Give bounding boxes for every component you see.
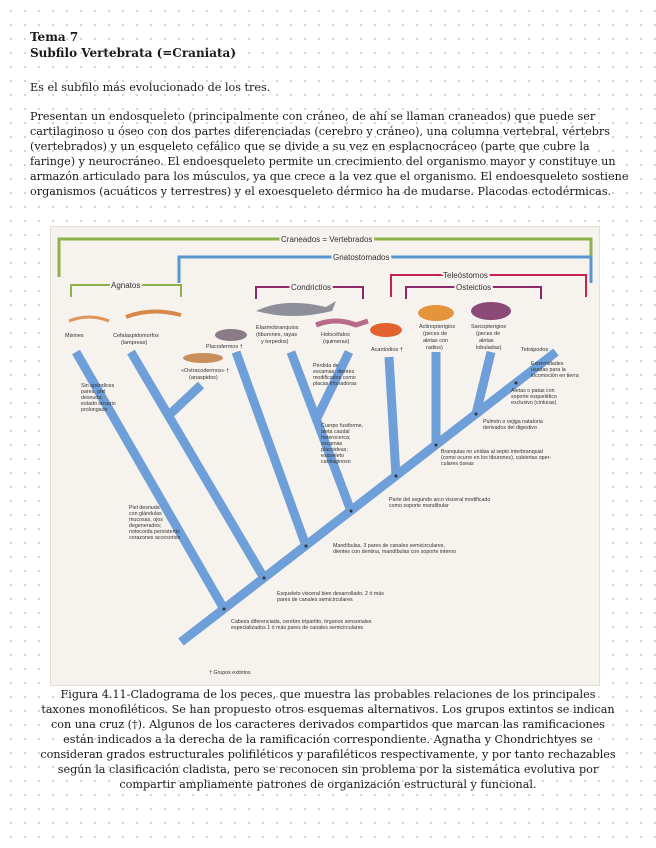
char-segundo-arco: Parte del segundo arco visceral modificado	[389, 497, 491, 503]
taxon-holocefalos: Holocéfalos	[321, 332, 350, 338]
label-agnatos: Agnatos	[111, 281, 141, 290]
char-branquias-2: (como ocurre en los tiburones), cubiertas oper-	[441, 455, 552, 461]
char-pulmon-2: derivados del digestivo	[483, 425, 537, 431]
sarcopterygian-icon	[471, 302, 511, 320]
label-condrictios: Condrictios	[291, 283, 332, 292]
cladogram-figure	[50, 226, 600, 686]
taxon-holocefalos-note: (quimeras)	[323, 339, 350, 345]
chimaera-icon	[316, 321, 368, 325]
char-aletas-patas-3: exclusivo (cinturas)	[511, 400, 557, 406]
char-sin-apendices-5: prolongado	[81, 407, 108, 413]
description-paragraph: Presentan un endosqueleto (principalmente con cráneo, de ahí se llaman craneados) que puede ser cartilaginoso u óseo con dos partes diferenciadas (cerebro y cráneo), una columna vertebral, vértebrs (vertebrados) y un esqueleto cefálico que se divide a su vez en esplacnocráceo (parte que cubre la faringe) y neurocráneo. El endoesqueleto permite un crecimiento del organismo mayor y constituye un armazón articulado para los músculos, ya que crece a la vez que el organismo. El endoesqueleto sostiene organismos (acuáticos y terrestres) y el exoesqueleto dérmico ha de mudarse. Placodas ectodérmicas.	[30, 110, 629, 198]
branch-ostracodermos	[169, 385, 201, 415]
taxon-sarcopterigios-note1: (peces de	[476, 331, 501, 337]
branch-acantodios	[389, 357, 396, 476]
shark-icon	[256, 301, 336, 316]
char-perdida-escamas-3: modificados como	[313, 375, 356, 381]
char-pulmon: Pulmón o vejiga natatoria	[483, 419, 543, 425]
char-sin-apendices-4: estado larvario	[81, 401, 116, 407]
taxon-tetrapodos: Tetrápodos	[521, 347, 549, 353]
char-cabeza: Cabeza diferenciada, cerebro tripartito, órganos sensoriales	[231, 619, 372, 625]
lamprey-icon	[126, 311, 181, 317]
char-piel-desnuda-4: degenerados;	[129, 523, 162, 529]
char-cuerpo-fusiforme-3: heterocerca;	[321, 435, 351, 441]
taxon-elasmobranquios-note1: (tiburones, rayas	[256, 332, 297, 338]
char-cuerpo-fusiforme-6: esqueleto	[321, 453, 344, 459]
taxon-acantodios: Acantodios †	[371, 347, 403, 353]
char-sin-apendices-3: desnuda;	[81, 395, 103, 401]
label-osteictios: Osteictios	[456, 283, 492, 292]
taxon-sarcopterigios-note3: lobuladas)	[476, 345, 502, 351]
taxon-cefalaspidomorfos-note: (lampreas)	[121, 340, 148, 346]
actinopterygian-icon	[418, 305, 454, 321]
char-piel-desnuda: Piel desnuda	[129, 505, 160, 511]
figure-caption: Figura 4.11-Cladograma de los peces, que muestra las probables relaciones de los principales taxones monofiléticos. Se han propuesto otros esquemas alternativos. Los grupos extintos se indican con una cruz (†). Algunos de los caracteres derivados compartidos que marcan las ramificaciones están indicados a la derecha de la ramificación correspondiente. Agnatha y Chondrichtyes se consideran grados estructurales polifiléticos y parafiléticos respectivamente, y por tanto rechazables según la clasificación cladista, pero se reconocen sin problema por la sistemática evolutiva por compartir ampliamente patrones de organización estructural y funcional.	[40, 688, 616, 791]
char-extremidades: Extremidades	[531, 361, 564, 367]
taxon-actinopterigios-note2: aletas con	[423, 338, 449, 344]
taxon-cefalaspidomorfos: Cefalaspidomorfos	[113, 333, 159, 339]
char-segundo-arco-2: como soporte mandibular	[389, 503, 449, 509]
char-sin-apendices: Sin apéndices	[81, 383, 115, 389]
label-gnatostomados: Gnatostomados	[333, 253, 390, 262]
char-branquias: Branquias no unidas al septo interbranquial	[441, 449, 543, 455]
taxon-sarcopterigios: Sarcopterigios	[471, 324, 507, 330]
taxon-actinopterigios-note3: radios)	[426, 345, 443, 351]
label-craneados: Craneados = Vertebrados	[281, 235, 373, 244]
char-cuerpo-fusiforme-7: cartilaginoso	[321, 459, 351, 465]
taxon-ostracodermos: «Ostracodermos» †	[181, 368, 230, 374]
char-esqueleto-visceral: Esqueleto visceral bien desarrollado, 2 ó más	[277, 591, 384, 597]
char-aletas-patas: Aletas o patas con	[511, 388, 555, 394]
char-perdida-escamas-4: placas trituradoras	[313, 381, 357, 387]
char-sin-apendices-2: pares, piel	[81, 389, 106, 395]
char-cuerpo-fusiforme: Cuerpo fusiforme,	[321, 423, 364, 429]
acanthodian-icon	[370, 323, 402, 337]
char-branquias-3: culares óseas	[441, 461, 474, 467]
char-perdida-escamas: Pérdida de	[313, 363, 339, 369]
taxon-sarcopterigios-note2: aletas	[479, 338, 494, 344]
char-piel-desnuda-5: notocorda persistente	[129, 529, 180, 535]
char-esqueleto-visceral-2: pares de canales semicirculares	[277, 597, 353, 603]
char-cuerpo-fusiforme-2: aleta caudal	[321, 429, 350, 435]
intro-paragraph: Es el subfilo más evolucionado de los tres.	[30, 81, 271, 94]
taxon-elasmobranquios-note2: y torpedos)	[261, 339, 289, 345]
trunk-branch	[181, 352, 556, 642]
char-extremidades-2: usadas para la	[531, 367, 566, 373]
char-cuerpo-fusiforme-4: escamas	[321, 441, 343, 447]
char-mandibulas-2: dientes con dentina, mandíbulas con soporte interno	[333, 549, 457, 555]
branch-placodermos	[236, 352, 306, 546]
taxon-actinopterigios: Actinopterigios	[419, 324, 456, 330]
placoderm-icon	[215, 329, 247, 341]
cladogram-svg	[51, 227, 601, 687]
section-title: Tema 7	[30, 30, 79, 44]
section-subtitle: Subfilo Vertebrata (=Craniata)	[30, 46, 237, 60]
char-cabeza-2: especializados 1 ó más pares de canales semicirculares	[231, 625, 364, 631]
char-cuerpo-fusiforme-5: placoideas;	[321, 447, 348, 453]
char-piel-desnuda-6: corazones accesorios	[129, 535, 181, 541]
taxon-ostracodermos-note: (anaspidos)	[189, 375, 218, 381]
char-extremidades-3: locomoción en tierra	[531, 373, 579, 379]
char-piel-desnuda-2: con glándulas	[129, 511, 162, 517]
taxon-actinopterigios-note1: (peces de	[423, 331, 448, 337]
taxon-elasmobranquios: Elasmobranquios	[256, 325, 299, 331]
taxon-placodermos: Placodermos †	[206, 344, 243, 350]
ostracoderm-icon	[183, 353, 223, 363]
char-perdida-escamas-2: escamas; dientes	[313, 369, 355, 375]
taxon-mixines: Mixines	[65, 333, 84, 339]
legend-extintos: † Grupos extintos	[209, 670, 251, 676]
label-teleostomos: Teleóstomos	[443, 271, 488, 280]
char-piel-desnuda-3: mucosas, ojos	[129, 517, 163, 523]
char-aletas-patas-2: soporte esquelético	[511, 394, 557, 400]
mixine-icon	[69, 317, 109, 321]
char-mandibulas: Mandíbulas, 3 pares de canales semicirculares,	[333, 543, 445, 549]
